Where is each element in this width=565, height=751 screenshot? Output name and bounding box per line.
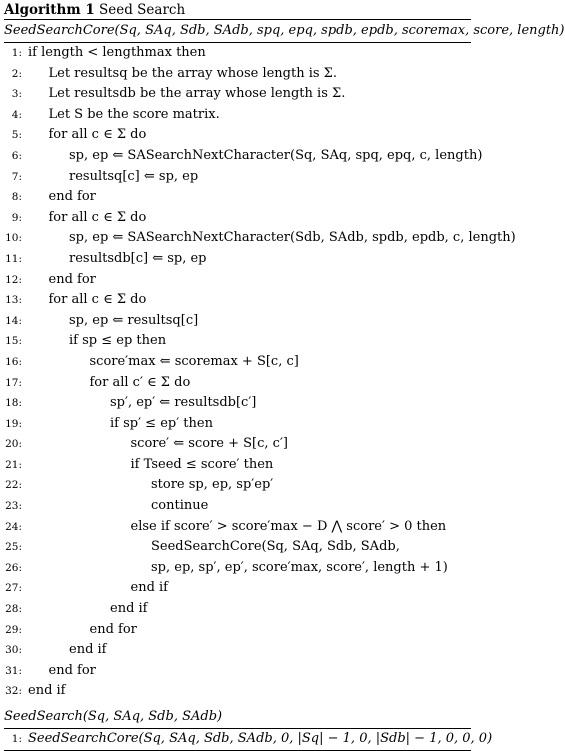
algorithm-line xyxy=(4,496,471,517)
algorithm-line xyxy=(4,208,471,229)
line-code: end if xyxy=(28,683,66,699)
line-number: 20: xyxy=(5,438,22,451)
line-code: sp, ep ⇐ SASearchNextCharacter(Sdb, SAdb, spdb, epdb, c, length) xyxy=(69,230,516,246)
algorithm-line xyxy=(4,640,471,661)
call-line xyxy=(4,729,493,751)
line-code: end for xyxy=(89,621,137,637)
line-number: 16: xyxy=(5,355,22,368)
line-code: for all c ∈ Σ do xyxy=(48,127,147,143)
line-number: 31: xyxy=(5,664,22,677)
line-number: 12: xyxy=(5,273,22,286)
line-code: end if xyxy=(110,601,148,617)
algorithm-line xyxy=(4,64,471,85)
line-code: score′max ⇐ scoremax + S[c, c] xyxy=(89,353,299,369)
algorithm-line xyxy=(4,537,471,558)
algorithm-line xyxy=(4,352,471,373)
algorithm-line xyxy=(4,146,483,167)
line-code: if length < lengthmax then xyxy=(28,45,206,60)
line-number: 21: xyxy=(5,458,22,471)
line-number: 4: xyxy=(11,108,22,121)
line-code: if sp ≤ ep then xyxy=(69,333,167,349)
line-number: 14: xyxy=(5,314,22,327)
line-code: for all c ∈ Σ do xyxy=(48,209,147,225)
line-code: end for xyxy=(48,271,96,287)
line-code: if Tseed ≤ score′ then xyxy=(130,456,274,472)
algorithm-line xyxy=(4,599,471,620)
algorithm-title xyxy=(4,0,471,20)
line-code: end if xyxy=(130,580,168,596)
algorithm-line xyxy=(4,414,471,435)
algorithm-name: Seed Search xyxy=(99,2,186,18)
line-code: resultsq[c] ⇐ sp, ep xyxy=(69,168,199,184)
algorithm-line xyxy=(4,393,471,414)
algorithm-line xyxy=(4,84,471,105)
algorithm-line xyxy=(4,517,471,538)
line-code: sp, ep ⇐ SASearchNextCharacter(Sq, SAq, spq, epq, c, length) xyxy=(69,147,483,163)
algorithm-line xyxy=(4,661,471,682)
line-number: 13: xyxy=(5,294,22,307)
line-number: 15: xyxy=(5,335,22,348)
algorithm-line xyxy=(4,331,471,352)
algorithm-line xyxy=(4,434,471,455)
line-code: end if xyxy=(69,642,107,658)
line-number: 8: xyxy=(11,191,22,204)
line-number: 1: xyxy=(11,47,22,59)
line-code: for all c ∈ Σ do xyxy=(48,292,147,308)
line-code: sp′, ep′ ⇐ resultsdb[c′] xyxy=(110,395,257,411)
line-number: 10: xyxy=(5,232,22,245)
algorithm-line xyxy=(4,249,471,270)
line-code: else if score′ > score′max − D ⋀ score′ > 0 then xyxy=(130,518,447,534)
line-number: 1: xyxy=(11,733,22,745)
algorithm-line xyxy=(4,681,471,702)
line-code: sp, ep ⇐ resultsq[c] xyxy=(69,312,199,328)
line-number: 23: xyxy=(5,500,22,513)
line-code: Let resultsdb be the array whose length is Σ. xyxy=(48,86,346,102)
algorithm-line xyxy=(4,311,471,332)
line-number: 19: xyxy=(5,417,22,430)
algorithm-line xyxy=(4,455,471,476)
line-code: continue xyxy=(151,498,209,514)
algorithm-line xyxy=(4,125,471,146)
algorithm-lines xyxy=(4,43,516,702)
algorithm-line xyxy=(4,558,471,579)
line-code: score′ ⇐ score + S[c, c′] xyxy=(130,436,288,452)
algorithm-line xyxy=(4,290,471,311)
line-number: 26: xyxy=(5,561,22,574)
algorithm-label: Algorithm 1 xyxy=(4,2,95,18)
line-number: 30: xyxy=(5,644,22,657)
line-code: SeedSearchCore(Sq, SAq, Sdb, SAdb, xyxy=(151,539,400,555)
line-code: if sp′ ≤ ep′ then xyxy=(110,415,213,431)
line-number: 2: xyxy=(11,67,22,80)
line-number: 5: xyxy=(11,129,22,142)
line-code: Let S be the score matrix. xyxy=(48,106,220,122)
line-number: 22: xyxy=(5,479,22,492)
line-code: resultsdb[c] ⇐ sp, ep xyxy=(69,250,207,266)
line-code: end for xyxy=(48,662,96,678)
line-code: Let resultsq be the array whose length is Σ. xyxy=(48,65,338,81)
line-number: 28: xyxy=(5,603,22,616)
line-number: 3: xyxy=(11,88,22,101)
line-code: sp, ep, sp′, ep′, score′max, score′, length + 1) xyxy=(151,559,448,575)
algorithm-line xyxy=(4,43,471,64)
algorithm-line xyxy=(4,475,471,496)
line-number: 17: xyxy=(5,376,22,389)
line-number: 18: xyxy=(5,397,22,410)
line-number: 24: xyxy=(5,520,22,533)
line-number: 25: xyxy=(5,541,22,554)
line-number: 9: xyxy=(11,211,22,224)
algorithm-line xyxy=(4,620,471,641)
line-number: 11: xyxy=(5,252,22,265)
algorithm-line xyxy=(4,167,471,188)
line-number: 27: xyxy=(5,582,22,595)
line-number: 7: xyxy=(11,170,22,183)
algorithm-line xyxy=(4,105,471,126)
line-number: 29: xyxy=(5,623,22,636)
line-code: SeedSearchCore(Sq, SAq, Sdb, SAdb, 0, |Sq| − 1, 0, |Sdb| − 1, 0, 0, 0) xyxy=(28,731,493,746)
algorithm-line xyxy=(4,270,471,291)
function-signature: SeedSearchCore(Sq, SAq, Sdb, SAdb, spq, epq, spdb, epdb, scoremax, score, length) xyxy=(4,20,471,43)
algorithm-line xyxy=(4,228,516,249)
algorithm-line xyxy=(4,373,471,394)
line-code: for all c′ ∈ Σ do xyxy=(89,374,191,390)
line-code: store sp, ep, sp′ep′ xyxy=(151,477,274,493)
line-number: 6: xyxy=(11,149,22,162)
algorithm-line xyxy=(4,578,471,599)
algorithm-line xyxy=(4,187,471,208)
line-code: end for xyxy=(48,189,96,205)
line-number: 32: xyxy=(5,685,22,698)
function-signature-2: SeedSearch(Sq, SAq, Sdb, SAdb) xyxy=(4,706,471,729)
